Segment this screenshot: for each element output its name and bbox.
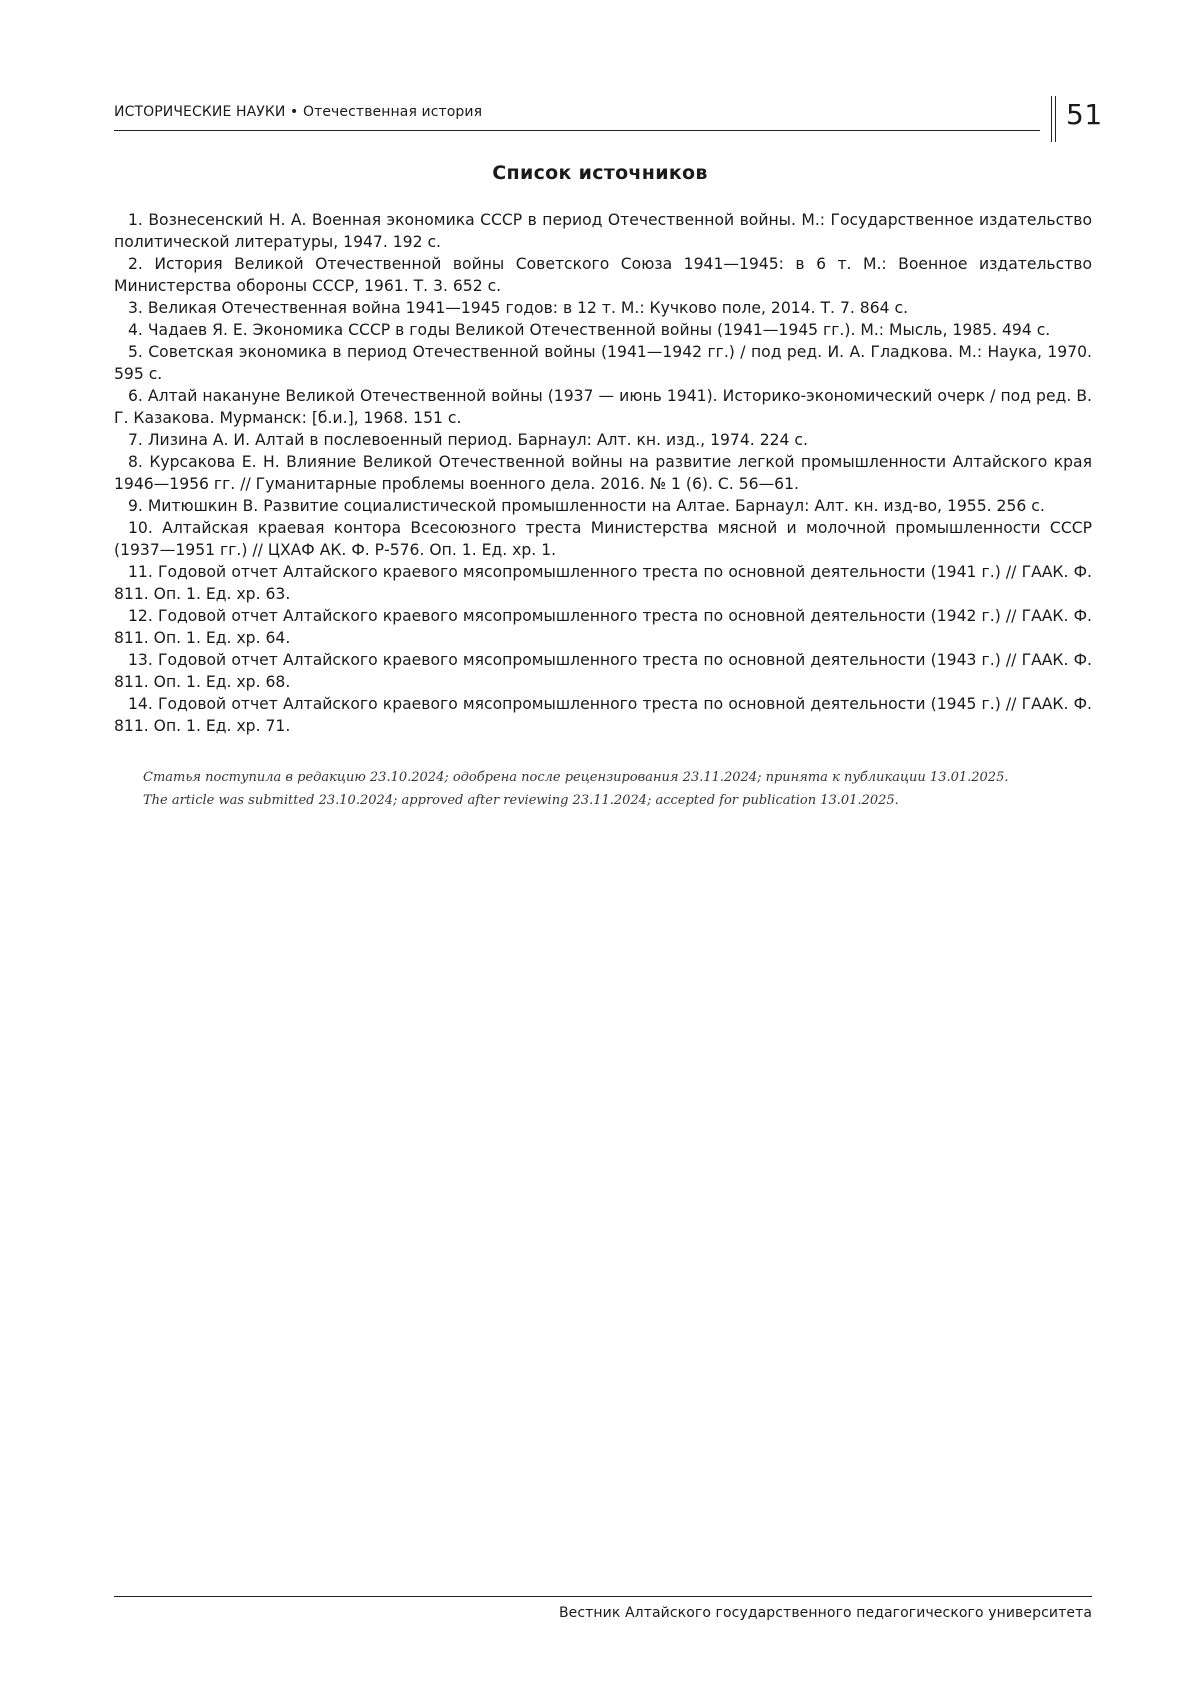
page-header: [114, 96, 1114, 146]
publication-notes: [143, 766, 1008, 812]
reference-item: 4. Чадаев Я. Е. Экономика СССР в годы Великой Отечественной войны (1941—1945 гг.). М.: Мысль, 1985. 494 с.: [128, 321, 1051, 339]
running-header: ИСТОРИЧЕСКИЕ НАУКИ • Отечественная история: [114, 104, 483, 120]
page-number-divider: [1051, 96, 1056, 142]
reference-list: [114, 209, 1092, 737]
reference-item: 7. Лизина А. И. Алтай в послевоенный период. Барнаул: Алт. кн. изд., 1974. 224 с.: [128, 431, 808, 449]
reference-item: 10. Алтайская краевая контора Всесоюзного треста Министерства мясной и молочной промышленности СССР (1937—1951 гг.) // ЦХАФ АК. Ф. Р-576. Оп. 1. Ед. хр. 1.: [114, 519, 1092, 559]
footer-rule: [114, 1596, 1092, 1597]
reference-item: 11. Годовой отчет Алтайского краевого мясопромышленного треста по основной деятельности (1941 г.) // ГААК. Ф. 811. Оп. 1. Ед. хр. 63.: [114, 563, 1092, 603]
reference-item: 13. Годовой отчет Алтайского краевого мясопромышленного треста по основной деятельности (1943 г.) // ГААК. Ф. 811. Оп. 1. Ед. хр. 68.: [114, 651, 1092, 691]
reference-item: 9. Митюшкин В. Развитие социалистической промышленности на Алтае. Барнаул: Алт. кн. изд-во, 1955. 256 с.: [128, 497, 1045, 515]
reference-item: 8. Курсакова Е. Н. Влияние Великой Отечественной войны на развитие легкой промышленности Алтайского края 1946—1956 гг. // Гуманитарные проблемы военного дела. 2016. № 1 (6). С. 56—61.: [114, 453, 1092, 493]
reference-item: 2. История Великой Отечественной войны Советского Союза 1941—1945: в 6 т. М.: Военное издательство Министерства обороны СССР, 1961. Т. 3. 652 с.: [114, 255, 1092, 295]
reference-item: 14. Годовой отчет Алтайского краевого мясопромышленного треста по основной деятельности (1945 г.) // ГААК. Ф. 811. Оп. 1. Ед. хр. 71.: [114, 695, 1092, 735]
publication-note-ru: Статья поступила в редакцию 23.10.2024; одобрена после рецензирования 23.11.2024; принята к публикации 13.01.2025.: [143, 770, 1009, 785]
page-number: 51: [1066, 98, 1103, 131]
section-title: Список источников: [492, 162, 708, 184]
reference-item: 6. Алтай накануне Великой Отечественной войны (1937 — июнь 1941). Историко-экономический очерк / под ред. В. Г. Казакова. Мурманск: [б.и.], 1968. 151 с.: [114, 387, 1092, 427]
header-rule: [114, 130, 1040, 131]
publication-note-en: The article was submitted 23.10.2024; approved after reviewing 23.11.2024; accepted for publication 13.01.2025.: [143, 793, 899, 808]
reference-item: 12. Годовой отчет Алтайского краевого мясопромышленного треста по основной деятельности (1942 г.) // ГААК. Ф. 811. Оп. 1. Ед. хр. 64.: [114, 607, 1092, 647]
journal-footer: Вестник Алтайского государственного педагогического университета: [558, 1605, 1092, 1621]
reference-item: 3. Великая Отечественная война 1941—1945 годов: в 12 т. М.: Кучково поле, 2014. Т. 7. 864 с.: [128, 299, 909, 317]
reference-item: 1. Вознесенский Н. А. Военная экономика СССР в период Отечественной войны. М.: Государственное издательство политической литературы, 1947. 192 с.: [114, 211, 1092, 251]
reference-item: 5. Советская экономика в период Отечественной войны (1941—1942 гг.) / под ред. И. А. Гладкова. М.: Наука, 1970. 595 с.: [114, 343, 1092, 383]
